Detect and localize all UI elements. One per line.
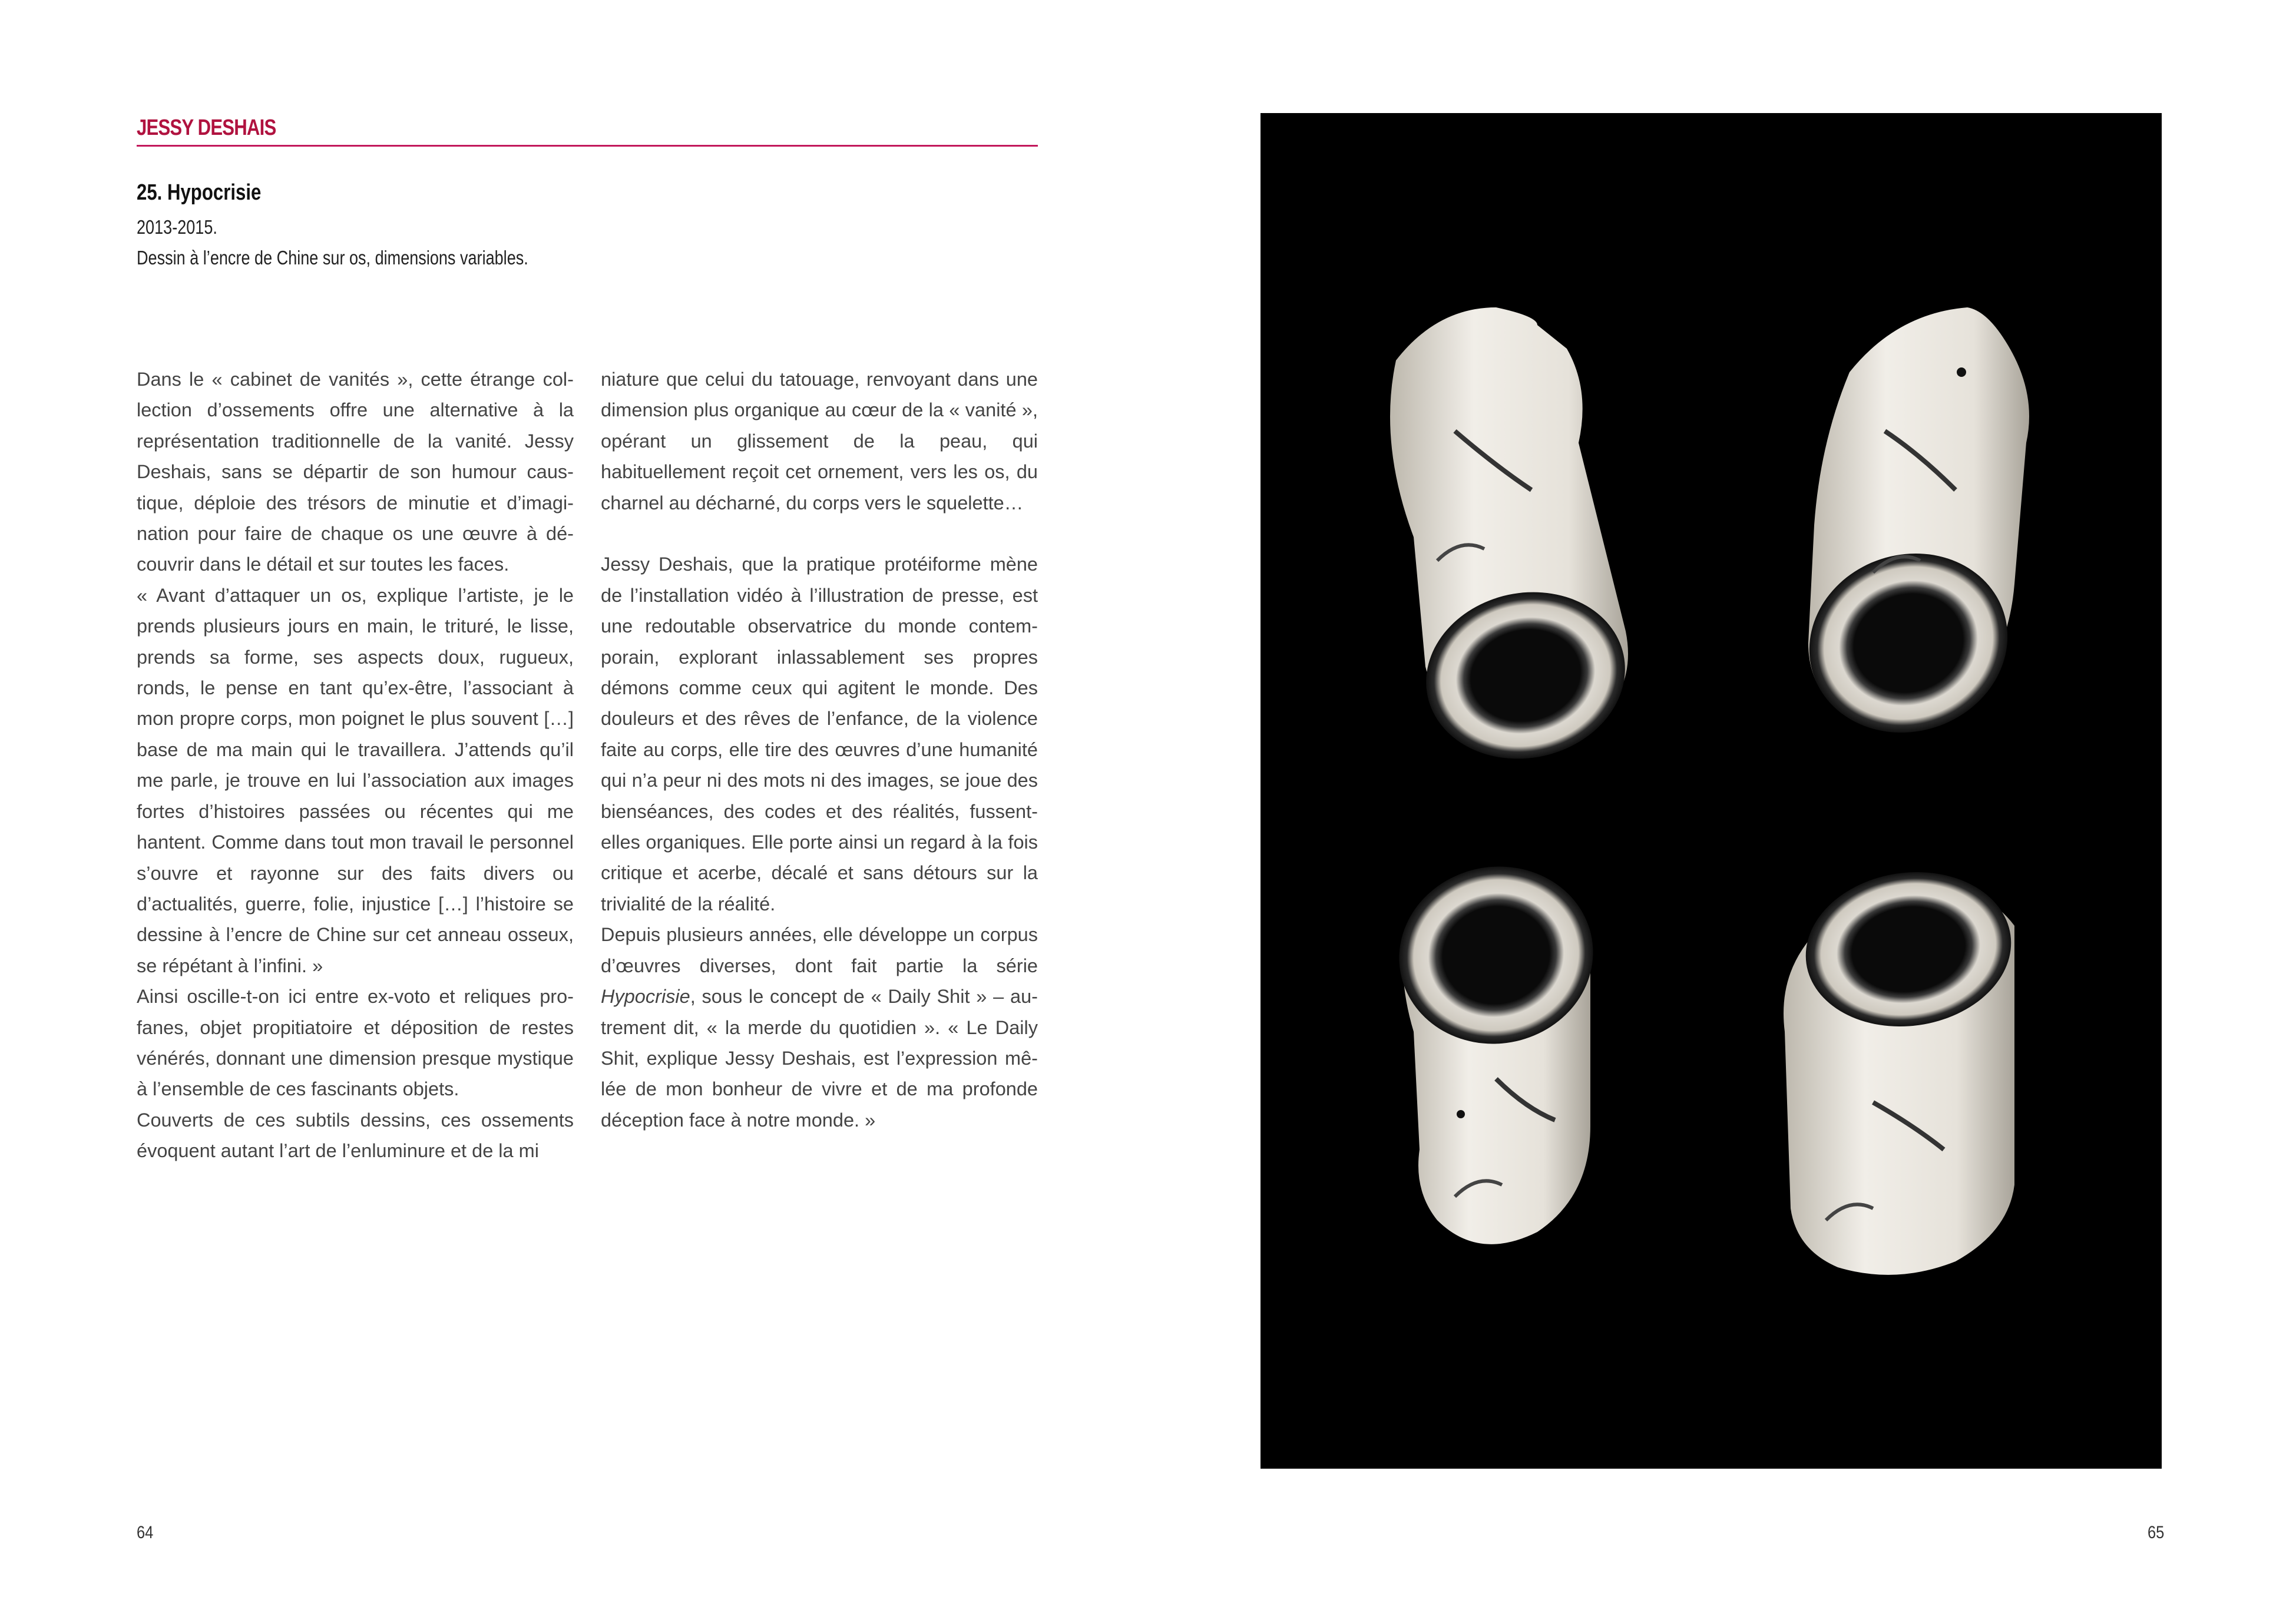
bone-sculptures-image — [1261, 113, 2162, 1469]
series-title: Hypocrisie — [601, 986, 690, 1008]
work-title: 25. Hypocrisie — [137, 180, 262, 205]
artist-name: JESSY DESHAIS — [137, 115, 276, 140]
paragraph-gap — [601, 518, 1038, 549]
paragraph: « Avant d’attaquer un os, explique l’artiste, je le prends plusieurs jours en main, le trituré, le lisse, prends sa forme, ses aspects doux, rugueux, ronds, le pense en tant qu’ex-être, l’associant à mon propre corps, mon poignet le plus souvent […] base de ma main qui le travaillera. J’attends qu’il me parle, je trouve en lui l’association aux images fortes d’histoires passées ou récentes qui me hantent. Comme dans tout mon travail le personnel s’ouvre et rayonne sur des faits divers ou d’actualités, guerre, folie, injustice […] l’histoire se dessine à l’encre de Chine sur cet anneau osseux, se répétant à l’infini. » — [137, 584, 574, 976]
work-meta — [137, 212, 716, 273]
artwork-photo — [1261, 113, 2162, 1469]
paragraph: niature que celui du tatouage, renvoyant dans une dimension plus organique au cœur de la « vanité », opérant un glissement de la peau, qui habituellement reçoit cet ornement, vers les os, du charnel au décharné, du corps vers le squelette… — [601, 369, 1038, 514]
text-column-left — [137, 364, 574, 1167]
text-run: Depuis plusieurs années, elle développe un corpus d’œuvres diverses, dont fait partie la série — [601, 924, 1038, 976]
paragraph: Ainsi oscille-t-on ici entre ex-voto et reliques profanes, objet propitiatoire et déposition de restes vénérés, donnant une dimension presque mystique à l’ensemble de ces fascinants objets. — [137, 986, 574, 1100]
bone-sculpture-4 — [1784, 859, 2021, 1275]
page-number-left: 64 — [137, 1523, 154, 1542]
work-medium: Dessin à l’encre de Chine sur os, dimensions variables. — [137, 247, 528, 269]
page-number-right: 65 — [2148, 1523, 2165, 1542]
paragraph: Couverts de ces subtils dessins, ces ossements évoquent autant l’art de l’enluminure et de la mi — [137, 1109, 574, 1162]
work-date: 2013-2015. — [137, 216, 217, 238]
text-run: , sous le concept de « Daily Shit » – autrement dit, « la merde du quotidien ». « Le Daily Shit, explique Jessy Deshais, est l’expression mêlée de mon bonheur de vivre et de ma profonde déception face à notre monde. » — [601, 986, 1038, 1131]
paragraph: Dans le « cabinet de vanités », cette étrange collection d’ossements offre une alternative à la représentation traditionnelle de la vanité. Jessy Deshais, sans se départir de son humour caustique, déploie des trésors de minutie et d’imagination pour faire de chaque os une œuvre à découvrir dans le détail et sur toutes les faces. — [137, 369, 574, 575]
paragraph — [601, 919, 1038, 1135]
header-rule — [137, 145, 1038, 147]
text-column-right — [601, 364, 1038, 1135]
paragraph: Jessy Deshais, que la pratique protéiforme mène de l’installation vidéo à l’illustration de presse, est une redoutable observatrice du monde contemporain, explorant inlassablement ses propres démons comme ceux qui agitent le monde. Des douleurs et des rêves de l’enfance, de la violence faite au corps, elle tire des œuvres d’une humanité qui n’a peur ni des mots ni des images, se joue des bienséances, des codes et des réalités, fussent-elles organiques. Elle porte ainsi un regard à la fois critique et acerbe, décalé et sans détours sur la trivialité de la réalité. — [601, 554, 1038, 915]
